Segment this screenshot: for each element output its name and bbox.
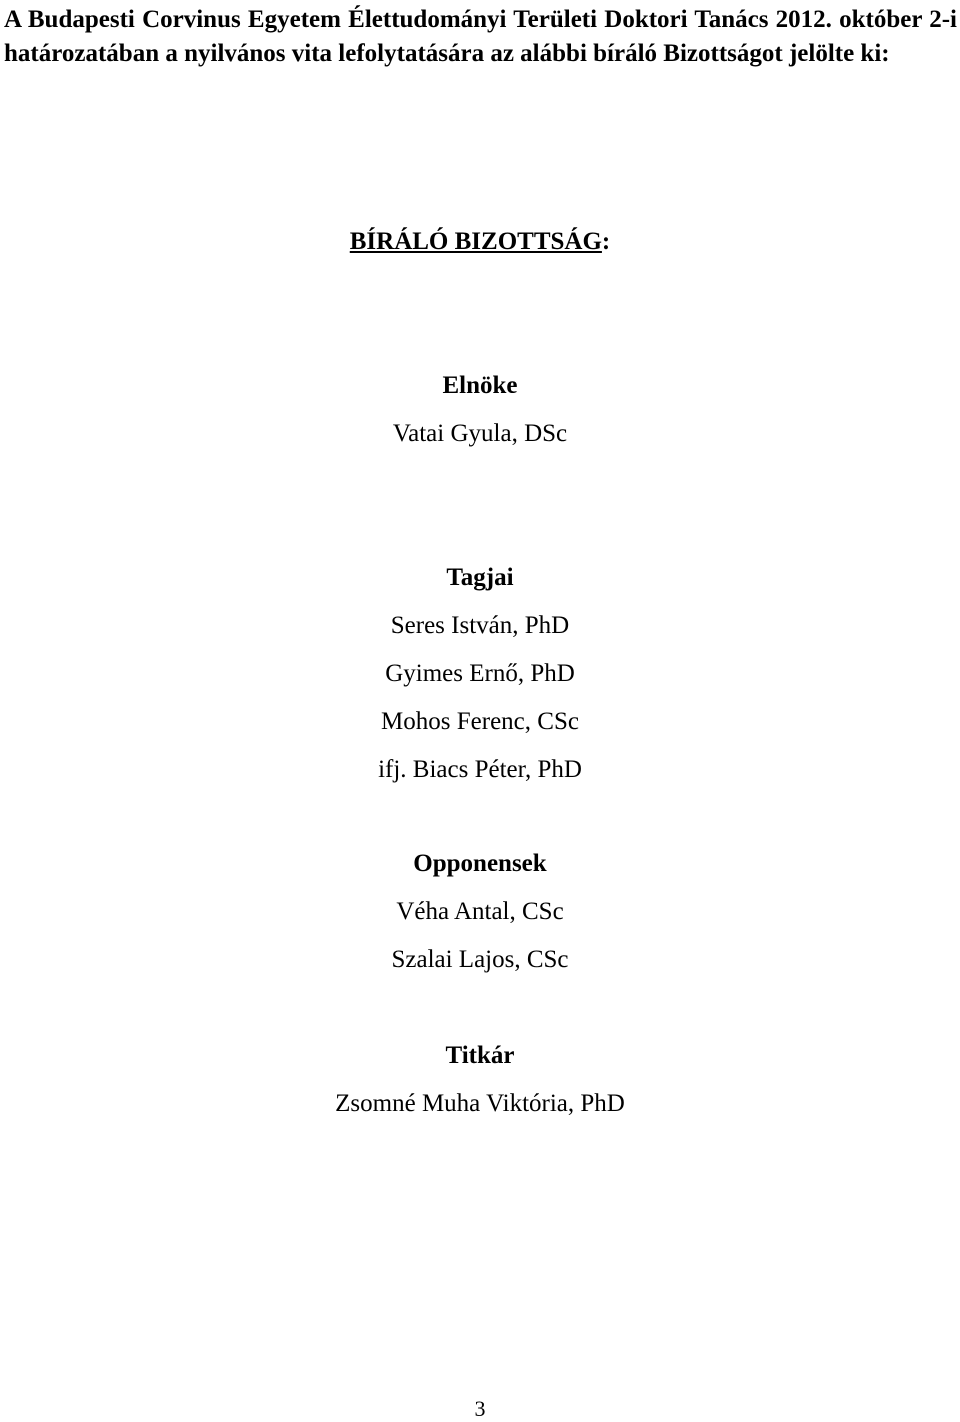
- opponent-name: Szalai Lajos, CSc: [391, 946, 569, 973]
- opponents-section: [0, 840, 960, 984]
- opponent-name: Véha Antal, CSc: [396, 898, 564, 925]
- secretary-role-label: Titkár: [445, 1042, 515, 1069]
- committee-heading: [0, 225, 960, 259]
- secretary-name: Zsomné Muha Viktória, PhD: [335, 1090, 625, 1117]
- intro-paragraph: A Budapesti Corvinus Egyetem Élettudományi Területi Doktori Tanács 2012. október 2-i határozatában a nyilvános vita lefolytatására az alábbi bíráló Bizottságot jelölte ki:: [4, 6, 957, 67]
- committee-heading-text: BÍRÁLÓ BIZOTTSÁG: [349, 228, 602, 255]
- page-number: 3: [474, 1396, 486, 1421]
- committee-heading-colon: :: [601, 228, 611, 255]
- secretary-section: [0, 1032, 960, 1128]
- member-name: Seres István, PhD: [390, 612, 570, 639]
- chair-name: Vatai Gyula, DSc: [392, 420, 568, 447]
- member-name: ifj. Biacs Péter, PhD: [378, 756, 582, 783]
- chair-role-label: Elnöke: [442, 372, 518, 399]
- member-name: Gyimes Ernő, PhD: [385, 660, 575, 687]
- members-role-label: Tagjai: [446, 564, 514, 591]
- opponents-role-label: Opponensek: [413, 850, 547, 877]
- member-name: Mohos Ferenc, CSc: [381, 708, 579, 735]
- members-section: [0, 554, 960, 794]
- chair-section: [0, 362, 960, 458]
